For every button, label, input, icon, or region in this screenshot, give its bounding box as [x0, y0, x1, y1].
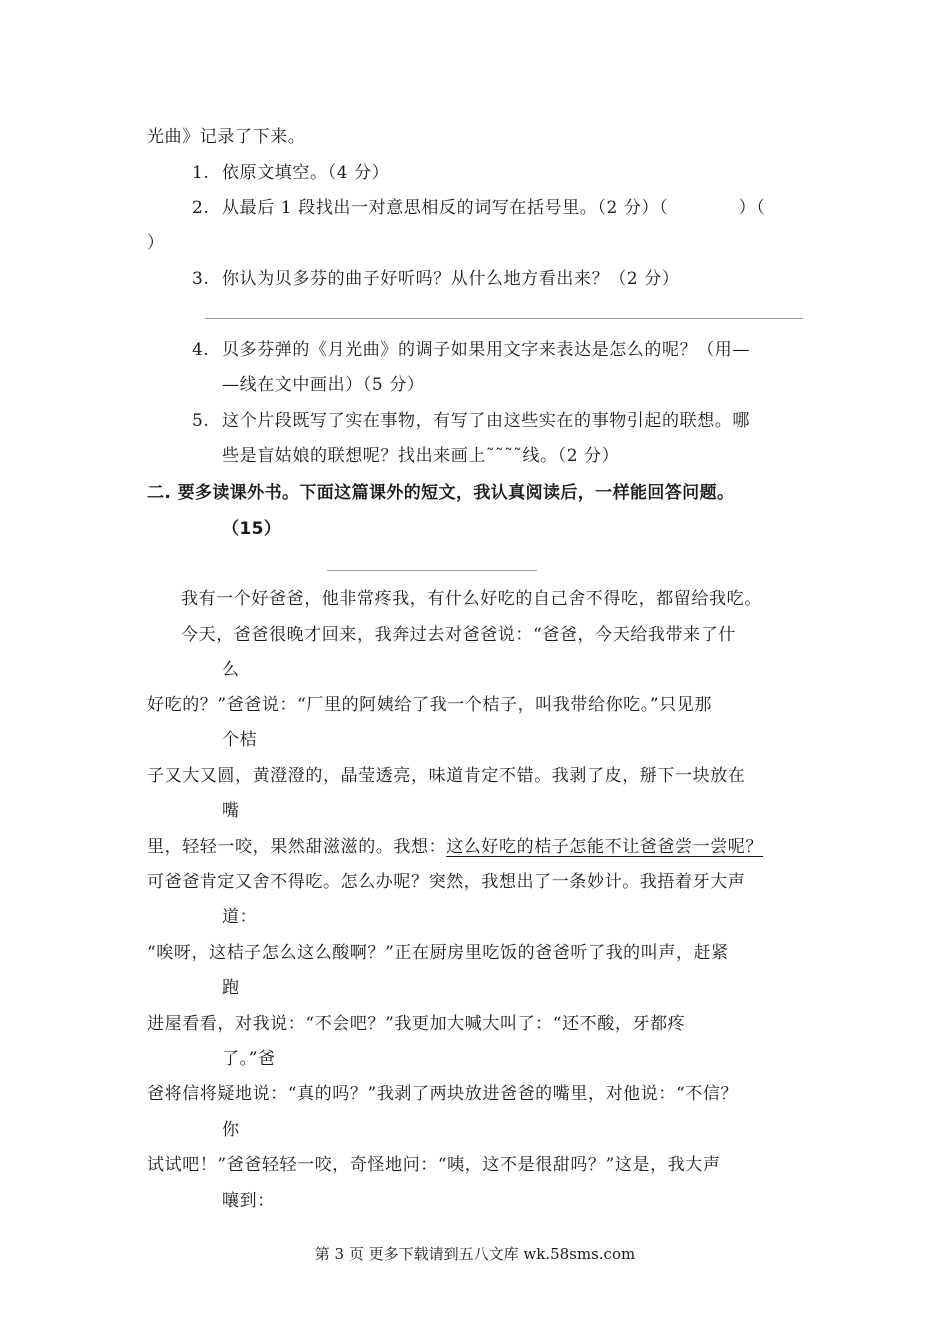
question-4-wrap: —线在文中画出）（5 分） [222, 375, 425, 395]
question-2-wrap: ） [147, 233, 165, 253]
story-line-5-text: 里，轻轻一咬，果然甜滋滋的。我想： [147, 837, 447, 857]
question-1-text: 依原文填空。（4 分） [222, 163, 390, 183]
story-line-10: 试试吧！”爸爸轻轻一咬，奇怪地问：“咦，这不是很甜吗？”这是，我大声 [147, 1155, 721, 1175]
title-line [327, 570, 537, 571]
underlined-sentence: 这么好吃的桔子怎能不让爸爸尝一尝呢？ [446, 837, 764, 857]
story-line-7-wrap: 跑 [222, 978, 240, 998]
story-line-4-wrap: 嘴 [222, 801, 240, 821]
story-line-1: 我有一个好爸爸，他非常疼我，有什么好吃的自己舍不得吃，都留给我吃。 [181, 589, 762, 609]
question-4-number: 4. [192, 340, 210, 360]
story-line-8-wrap: 了。”爸 [222, 1049, 276, 1069]
story-line-3-wrap: 个桔 [222, 730, 258, 750]
question-3-text: 你认为贝多芬的曲子好听吗？从什么地方看出来？（2 分） [222, 269, 680, 289]
section-2-score: （15） [222, 519, 282, 539]
story-line-5 [147, 836, 763, 858]
question-5-text: 这个片段既写了实在事物，有写了由这些实在的事物引起的联想。哪 [222, 411, 750, 431]
story-line-7: “唉呀，这桔子怎么这么酸啊？”正在厨房里吃饭的爸爸听了我的叫声，赶紧 [147, 943, 729, 963]
story-line-6-wrap: 道： [222, 907, 258, 927]
story-line-9: 爸将信将疑地说：“真的吗？”我剥了两块放进爸爸的嘴里，对他说：“不信？ [147, 1084, 739, 1104]
question-3-number: 3. [192, 269, 210, 289]
question-5-wrap: 些是盲姑娘的联想呢？找出来画上˜˜˜˜线。（2 分） [222, 446, 620, 466]
story-line-9-wrap: 你 [222, 1120, 240, 1140]
story-line-2-wrap: 么 [222, 660, 240, 680]
answer-line [205, 318, 803, 319]
question-2-text: 从最后 1 段找出一对意思相反的词写在括号里。（2 分）（ ）（ [222, 198, 766, 218]
question-5-number: 5. [192, 411, 210, 431]
story-line-8: 进屋看看，对我说：“不会吧？”我更加大喊大叫了：“还不酸，牙都疼 [147, 1014, 686, 1034]
story-line-4: 子又大又圆，黄澄澄的，晶莹透亮，味道肯定不错。我剥了皮，掰下一块放在 [147, 766, 746, 786]
story-line-2: 今天，爸爸很晚才回来，我奔过去对爸爸说：“爸爸，今天给我带来了什 [181, 625, 736, 645]
story-line-6: 可爸爸肯定又舍不得吃。怎么办呢？突然，我想出了一条妙计。我捂着牙大声 [147, 872, 746, 892]
continuation-text: 光曲》记录了下来。 [147, 127, 306, 147]
section-2-heading: 二. 要多读课外书。下面这篇课外的短文，我认真阅读后，一样能回答问题。 [147, 483, 735, 503]
page-footer: 第 3 页 更多下载请到五八文库 wk.58sms.com [314, 1245, 636, 1263]
story-line-3: 好吃的？”爸爸说：“厂里的阿姨给了我一个桔子，叫我带给你吃。”只见那 [147, 695, 712, 715]
question-2-number: 2. [192, 198, 210, 218]
story-line-10-wrap: 嚷到： [222, 1191, 275, 1211]
question-4-text: 贝多芬弹的《月光曲》的调子如果用文字来表达是怎么的呢？（用— [222, 340, 750, 360]
question-1-number: 1. [192, 163, 210, 183]
